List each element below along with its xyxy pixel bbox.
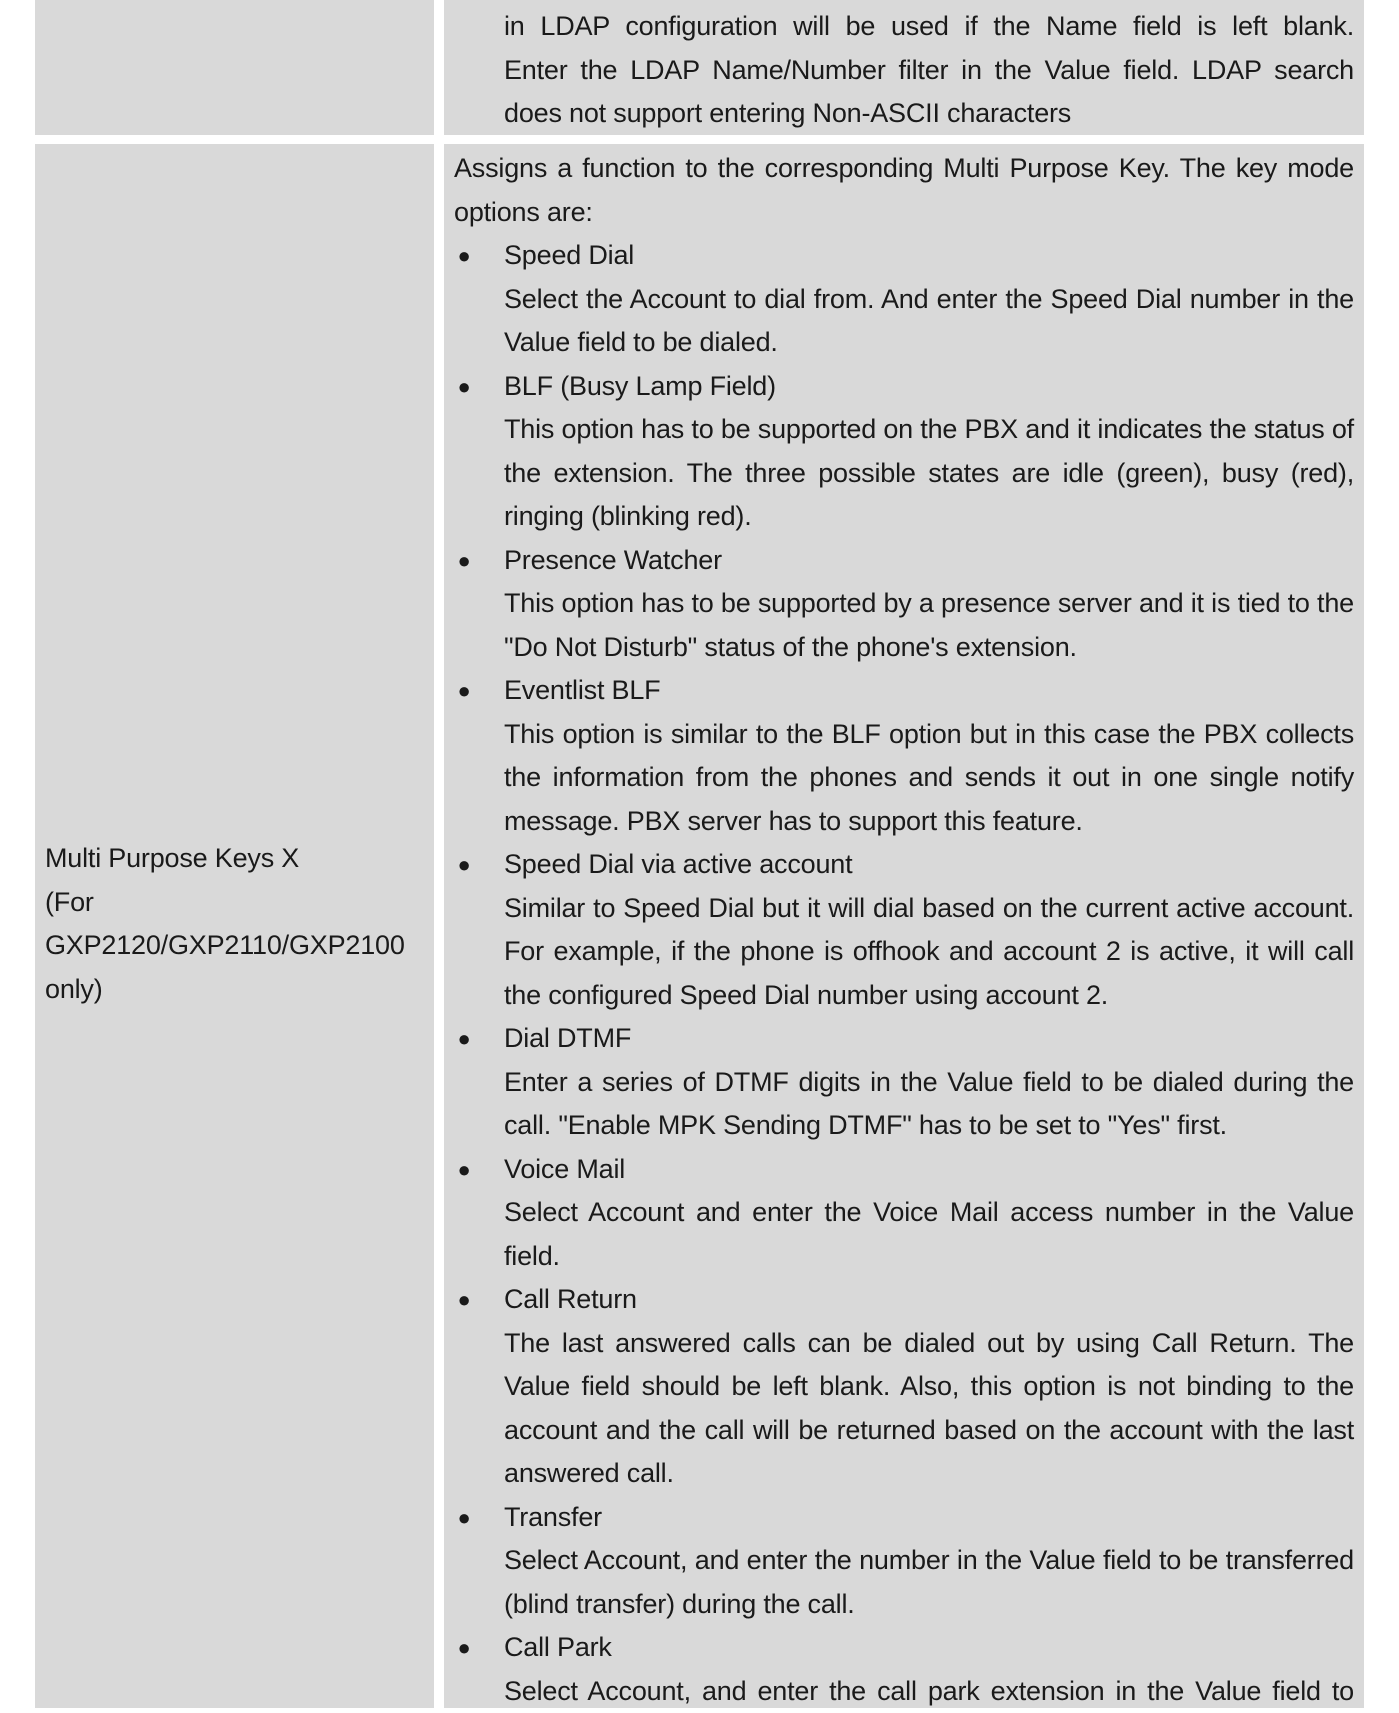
- option-description: Select Account and enter the Voice Mail access number in the Value field.: [504, 1191, 1354, 1278]
- table-cell-description-mpk: [444, 144, 1364, 1708]
- parameter-label-line: Multi Purpose Keys X: [45, 837, 425, 881]
- bullet-icon: ●: [454, 1017, 474, 1061]
- parameter-label-line: (For: [45, 881, 425, 925]
- option-description: This option has to be supported on the PBX and it indicates the status of the extension. The three possible states are idle (green), busy (red), ringing (blinking red).: [504, 408, 1354, 539]
- option-description: Select the Account to dial from. And enter the Speed Dial number in the Value field to be dialed.: [504, 278, 1354, 365]
- bullet-icon: ●: [454, 539, 474, 583]
- bullet-icon: ●: [454, 1148, 474, 1192]
- table-cell-parameter-mpk: [35, 144, 434, 1708]
- list-item: [454, 1017, 1354, 1148]
- option-title: BLF (Busy Lamp Field): [504, 365, 1354, 409]
- parameter-label-line: GXP2120/GXP2110/GXP2100: [45, 924, 425, 968]
- bullet-icon: ●: [454, 365, 474, 409]
- option-description: Select Account, and enter the call park extension in the Value field to: [504, 1670, 1354, 1713]
- list-item: [454, 539, 1354, 670]
- option-description: The last answered calls can be dialed out by using Call Return. The Value field should be left blank. Also, this option is not binding to the account and the call will be returned based on the account with the last answered call.: [504, 1322, 1354, 1496]
- option-title: Presence Watcher: [504, 539, 1354, 583]
- option-title: Call Park: [504, 1626, 1354, 1670]
- list-item: [454, 1278, 1354, 1496]
- list-item: [454, 843, 1354, 1017]
- option-title: Speed Dial via active account: [504, 843, 1354, 887]
- option-title: Call Return: [504, 1278, 1354, 1322]
- list-item: [454, 1626, 1354, 1713]
- bullet-icon: ●: [454, 1626, 474, 1670]
- table-cell-parameter-empty: [35, 0, 434, 135]
- list-item: [454, 1496, 1354, 1627]
- key-mode-options-list: [454, 234, 1354, 1713]
- list-item: [454, 365, 1354, 539]
- ldap-line: does not support entering Non-ASCII characters: [504, 92, 1354, 136]
- ldap-line: in LDAP configuration will be used if the Name field is left blank.: [504, 5, 1354, 49]
- option-title: Speed Dial: [504, 234, 1354, 278]
- bullet-icon: ●: [454, 669, 474, 713]
- ldap-description: [504, 5, 1354, 136]
- parameter-label: [45, 837, 425, 1011]
- list-item: [454, 669, 1354, 843]
- option-description: Similar to Speed Dial but it will dial based on the current active account. For example, if the phone is offhook and account 2 is active, it will call the configured Speed Dial number using account 2.: [504, 887, 1354, 1018]
- option-title: Transfer: [504, 1496, 1354, 1540]
- mpk-description: [454, 147, 1354, 1713]
- ldap-line: Enter the LDAP Name/Number filter in the Value field. LDAP search: [504, 49, 1354, 93]
- list-item: [454, 1148, 1354, 1279]
- bullet-icon: ●: [454, 843, 474, 887]
- intro-text: Assigns a function to the corresponding Multi Purpose Key. The key mode options are:: [454, 147, 1354, 234]
- option-description: This option is similar to the BLF option but in this case the PBX collects the information from the phones and sends it out in one single notify message. PBX server has to support this feature.: [504, 713, 1354, 844]
- option-description: Select Account, and enter the number in the Value field to be transferred (blind transfer) during the call.: [504, 1539, 1354, 1626]
- parameter-label-line: only): [45, 968, 425, 1012]
- option-title: Dial DTMF: [504, 1017, 1354, 1061]
- option-description: This option has to be supported by a presence server and it is tied to the "Do Not Disturb" status of the phone's extension.: [504, 582, 1354, 669]
- option-title: Voice Mail: [504, 1148, 1354, 1192]
- bullet-icon: ●: [454, 234, 474, 278]
- option-title: Eventlist BLF: [504, 669, 1354, 713]
- bullet-icon: ●: [454, 1496, 474, 1540]
- bullet-icon: ●: [454, 1278, 474, 1322]
- option-description: Enter a series of DTMF digits in the Value field to be dialed during the call. "Enable MPK Sending DTMF" has to be set to "Yes" first.: [504, 1061, 1354, 1148]
- list-item: [454, 234, 1354, 365]
- table-cell-description-ldap: [444, 0, 1364, 135]
